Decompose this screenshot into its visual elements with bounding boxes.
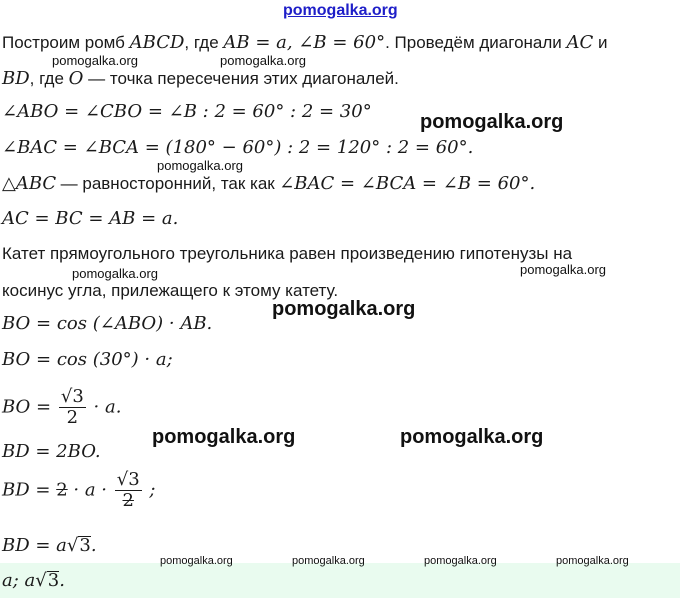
watermark-13: pomogalka.org [556, 555, 629, 567]
answer-bar [0, 563, 680, 598]
equation-bd-substituted [2, 470, 155, 511]
fraction-numerator: √3 [116, 469, 140, 490]
watermark-5: pomogalka.org [72, 266, 158, 281]
equation-bd-result [2, 535, 97, 556]
intro-text-c: . Проведём диагонали [385, 33, 562, 52]
intro-text-f: — точка пересечения этих диагоналей. [88, 69, 399, 88]
cathetus-rule-line-1: Катет прямоугольного треугольника равен произведению гипотенузы на [2, 244, 573, 263]
rhombus-condition: AB = a, ∠B = 60° [223, 32, 386, 53]
eq7-left: BO = [2, 396, 52, 418]
fraction-denominator: 2 [66, 407, 79, 428]
intro-text-e: , где [29, 69, 64, 88]
intro-line-1 [2, 32, 678, 54]
eq9-mid: · a · [73, 479, 108, 501]
fraction-sqrt3-over-2-cancel [115, 470, 142, 511]
watermark-7: pomogalka.org [272, 298, 416, 320]
triangle-abc: △ABC [2, 173, 57, 194]
cancelled-two: 2 [56, 479, 68, 501]
watermark-3: pomogalka.org [420, 111, 564, 133]
answer-right: . [59, 570, 65, 591]
answer-text [2, 570, 65, 591]
intro-line-2 [2, 68, 399, 90]
answer-left: a; a [2, 570, 36, 591]
answer-sqrt-radicand: 3 [47, 570, 60, 591]
equation-sides-equal: AC = BC = AB = a. [2, 208, 179, 229]
eq7-right: · a. [93, 396, 122, 418]
watermark-4: pomogalka.org [157, 158, 243, 173]
equal-angles: ∠BAC = ∠BCA = ∠B = 60°. [279, 173, 536, 194]
eq9-left: BD = [2, 479, 51, 501]
sqrt-sign: √ [66, 535, 79, 556]
diagonal-ac: AC [566, 32, 594, 53]
eq9-right: ; [149, 479, 156, 501]
equation-bo-cos: BO = cos (∠ABO) · AB. [2, 313, 213, 334]
site-header-link[interactable]: pomogalka.org [283, 2, 398, 19]
watermark-8: pomogalka.org [152, 426, 296, 448]
equation-bo-value [2, 387, 121, 428]
point-o: O [68, 68, 84, 89]
intro-text-b: , где [184, 33, 219, 52]
equation-angle-bac: ∠BAC = ∠BCA = (180° − 60°) : 2 = 120° : 2 = 60°. [2, 137, 474, 158]
watermark-11: pomogalka.org [292, 555, 365, 567]
diagonal-bd: BD [2, 68, 30, 89]
watermark-12: pomogalka.org [424, 555, 497, 567]
watermark-1: pomogalka.org [52, 53, 138, 68]
intro-text-a: Построим ромб [2, 33, 125, 52]
sqrt-radicand: 3 [79, 535, 91, 556]
equation-angle-abo: ∠ABO = ∠CBO = ∠B : 2 = 60° : 2 = 30° [2, 101, 372, 122]
equilateral-text: — равносторонний, так как [60, 174, 275, 193]
fraction-denominator-cancelled: 2 [122, 490, 134, 511]
cathetus-rule-line-2: косинус угла, прилежащего к этому катету. [2, 281, 339, 300]
equilateral-statement [2, 173, 535, 195]
watermark-2: pomogalka.org [220, 53, 306, 68]
watermark-9: pomogalka.org [400, 426, 544, 448]
intro-text-d: и [598, 33, 608, 52]
fraction-numerator: √3 [60, 386, 84, 407]
answer-sqrt-sign: √ [35, 570, 47, 591]
equation-bd-2bo: BD = 2BO. [2, 441, 101, 462]
fraction-sqrt3-over-2 [59, 387, 86, 428]
watermark-6: pomogalka.org [520, 262, 606, 277]
eq10-left: BD = a [2, 535, 67, 556]
watermark-10: pomogalka.org [160, 555, 233, 567]
rhombus-name: ABCD [129, 32, 185, 53]
equation-bo-cos30: BO = cos (30°) · a; [2, 349, 173, 370]
eq10-right: . [90, 535, 97, 556]
